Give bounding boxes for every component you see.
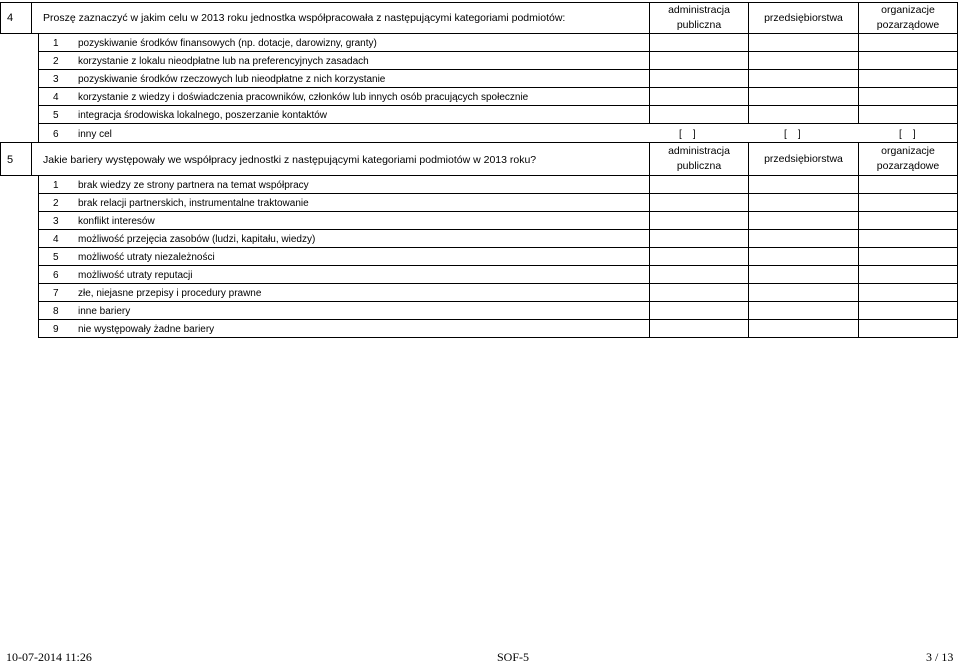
answer-cell-admin[interactable]	[649, 175, 749, 194]
answer-cell-ngo[interactable]	[858, 247, 958, 266]
row-label: pozyskiwanie środków rzeczowych lub nieodpłatne z nich korzystanie	[78, 74, 386, 85]
answer-cell-ngo[interactable]	[858, 87, 958, 106]
answer-cell-admin[interactable]	[649, 247, 749, 266]
answer-cell-admin[interactable]	[649, 51, 749, 70]
row-label: brak wiedzy ze strony partnera na temat współpracy	[78, 180, 309, 191]
row-label: inny cel	[78, 129, 112, 140]
answer-cell-admin[interactable]	[649, 319, 749, 338]
answer-cell-ngo[interactable]	[858, 193, 958, 212]
col-header-ngo-label: organizacje pozarządowe	[876, 4, 940, 31]
answer-cell-ngo[interactable]	[858, 265, 958, 284]
row-number: 7	[53, 288, 59, 299]
answer-cell-business[interactable]	[748, 51, 859, 70]
row-number: 8	[53, 306, 59, 317]
answer-cell-admin[interactable]	[649, 69, 749, 88]
row-label: pozyskiwanie środków finansowych (np. dotacje, darowizny, granty)	[78, 38, 377, 49]
row-frame	[38, 123, 958, 143]
row-number: 5	[53, 110, 59, 121]
answer-cell-business[interactable]	[748, 175, 859, 194]
row-number: 2	[53, 198, 59, 209]
answer-cell-business[interactable]	[748, 87, 859, 106]
row-label: złe, niejasne przepisy i procedury prawne	[78, 288, 262, 299]
row-number: 6	[53, 270, 59, 281]
answer-cell-business[interactable]	[748, 33, 859, 52]
answer-cell-ngo[interactable]	[858, 283, 958, 302]
answer-cell-ngo[interactable]	[858, 51, 958, 70]
checkbox-admin[interactable]: [ ]	[679, 129, 696, 140]
answer-cell-admin[interactable]	[649, 193, 749, 212]
answer-cell-ngo[interactable]	[858, 69, 958, 88]
question-number: 5	[7, 154, 14, 166]
row-number: 9	[53, 324, 59, 335]
row-label: integracja środowiska lokalnego, poszerzanie kontaktów	[78, 110, 328, 121]
answer-cell-admin[interactable]	[649, 105, 749, 124]
row-number: 1	[53, 38, 59, 49]
answer-cell-business[interactable]	[748, 319, 859, 338]
answer-cell-ngo[interactable]	[858, 105, 958, 124]
answer-cell-admin[interactable]	[649, 283, 749, 302]
answer-cell-business[interactable]	[748, 265, 859, 284]
col-header-business-label: przedsiębiorstwa	[764, 153, 843, 165]
row-number: 4	[53, 92, 59, 103]
row-number: 6	[53, 129, 59, 140]
answer-cell-admin[interactable]	[649, 33, 749, 52]
answer-cell-ngo[interactable]	[858, 319, 958, 338]
row-label: inne bariery	[78, 306, 131, 317]
answer-cell-admin[interactable]	[649, 229, 749, 248]
answer-cell-admin[interactable]	[649, 211, 749, 230]
row-label: nie występowały żadne bariery	[78, 324, 215, 335]
answer-cell-business[interactable]	[748, 229, 859, 248]
question-text: Proszę zaznaczyć w jakim celu w 2013 roku jednostka współpracowała z następującymi kategoriami podmiotów:	[43, 12, 566, 24]
row-number: 3	[53, 216, 59, 227]
row-number: 1	[53, 180, 59, 191]
row-label: korzystanie z lokalu nieodpłatne lub na preferencyjnych zasadach	[78, 56, 369, 67]
question-number: 4	[7, 12, 14, 24]
col-header-admin-label: administracja publiczna	[668, 145, 730, 172]
answer-cell-ngo[interactable]	[858, 175, 958, 194]
footer-form-code: SOF-5	[497, 650, 530, 664]
answer-cell-admin[interactable]	[649, 301, 749, 320]
answer-cell-admin[interactable]	[649, 87, 749, 106]
answer-cell-business[interactable]	[748, 105, 859, 124]
answer-cell-admin[interactable]	[649, 265, 749, 284]
row-label: korzystanie z wiedzy i doświadczenia pracowników, członków lub innych osób pracujących społecznie	[78, 92, 529, 103]
answer-cell-business[interactable]	[748, 301, 859, 320]
footer-page-number: 3 / 13	[926, 650, 954, 664]
answer-cell-ngo[interactable]	[858, 301, 958, 320]
checkbox-business[interactable]: [ ]	[784, 129, 801, 140]
answer-cell-ngo[interactable]	[858, 229, 958, 248]
col-header-admin-label: administracja publiczna	[668, 4, 730, 31]
answer-cell-business[interactable]	[748, 211, 859, 230]
row-number: 5	[53, 252, 59, 263]
row-label: konflikt interesów	[78, 216, 155, 227]
answer-cell-ngo[interactable]	[858, 211, 958, 230]
answer-cell-business[interactable]	[748, 69, 859, 88]
question-text: Jakie bariery występowały we współpracy jednostki z następującymi kategoriami podmiotów w 2013 roku?	[43, 154, 537, 166]
answer-cell-business[interactable]	[748, 193, 859, 212]
answer-cell-ngo[interactable]	[858, 33, 958, 52]
col-header-ngo-label: organizacje pozarządowe	[876, 145, 940, 172]
row-label: możliwość utraty niezależności	[78, 252, 215, 263]
row-label: brak relacji partnerskich, instrumentalne traktowanie	[78, 198, 309, 209]
question-number-box	[0, 142, 32, 176]
row-number: 2	[53, 56, 59, 67]
col-header-business-label: przedsiębiorstwa	[764, 12, 843, 24]
footer-date: 10-07-2014 11:26	[6, 650, 92, 664]
question-number-box	[0, 2, 32, 34]
row-number: 3	[53, 74, 59, 85]
row-label: możliwość utraty reputacji	[78, 270, 193, 281]
answer-cell-business[interactable]	[748, 247, 859, 266]
answer-cell-business[interactable]	[748, 283, 859, 302]
row-number: 4	[53, 234, 59, 245]
checkbox-ngo[interactable]: [ ]	[899, 129, 916, 140]
row-label: możliwość przejęcia zasobów (ludzi, kapitału, wiedzy)	[78, 234, 316, 245]
